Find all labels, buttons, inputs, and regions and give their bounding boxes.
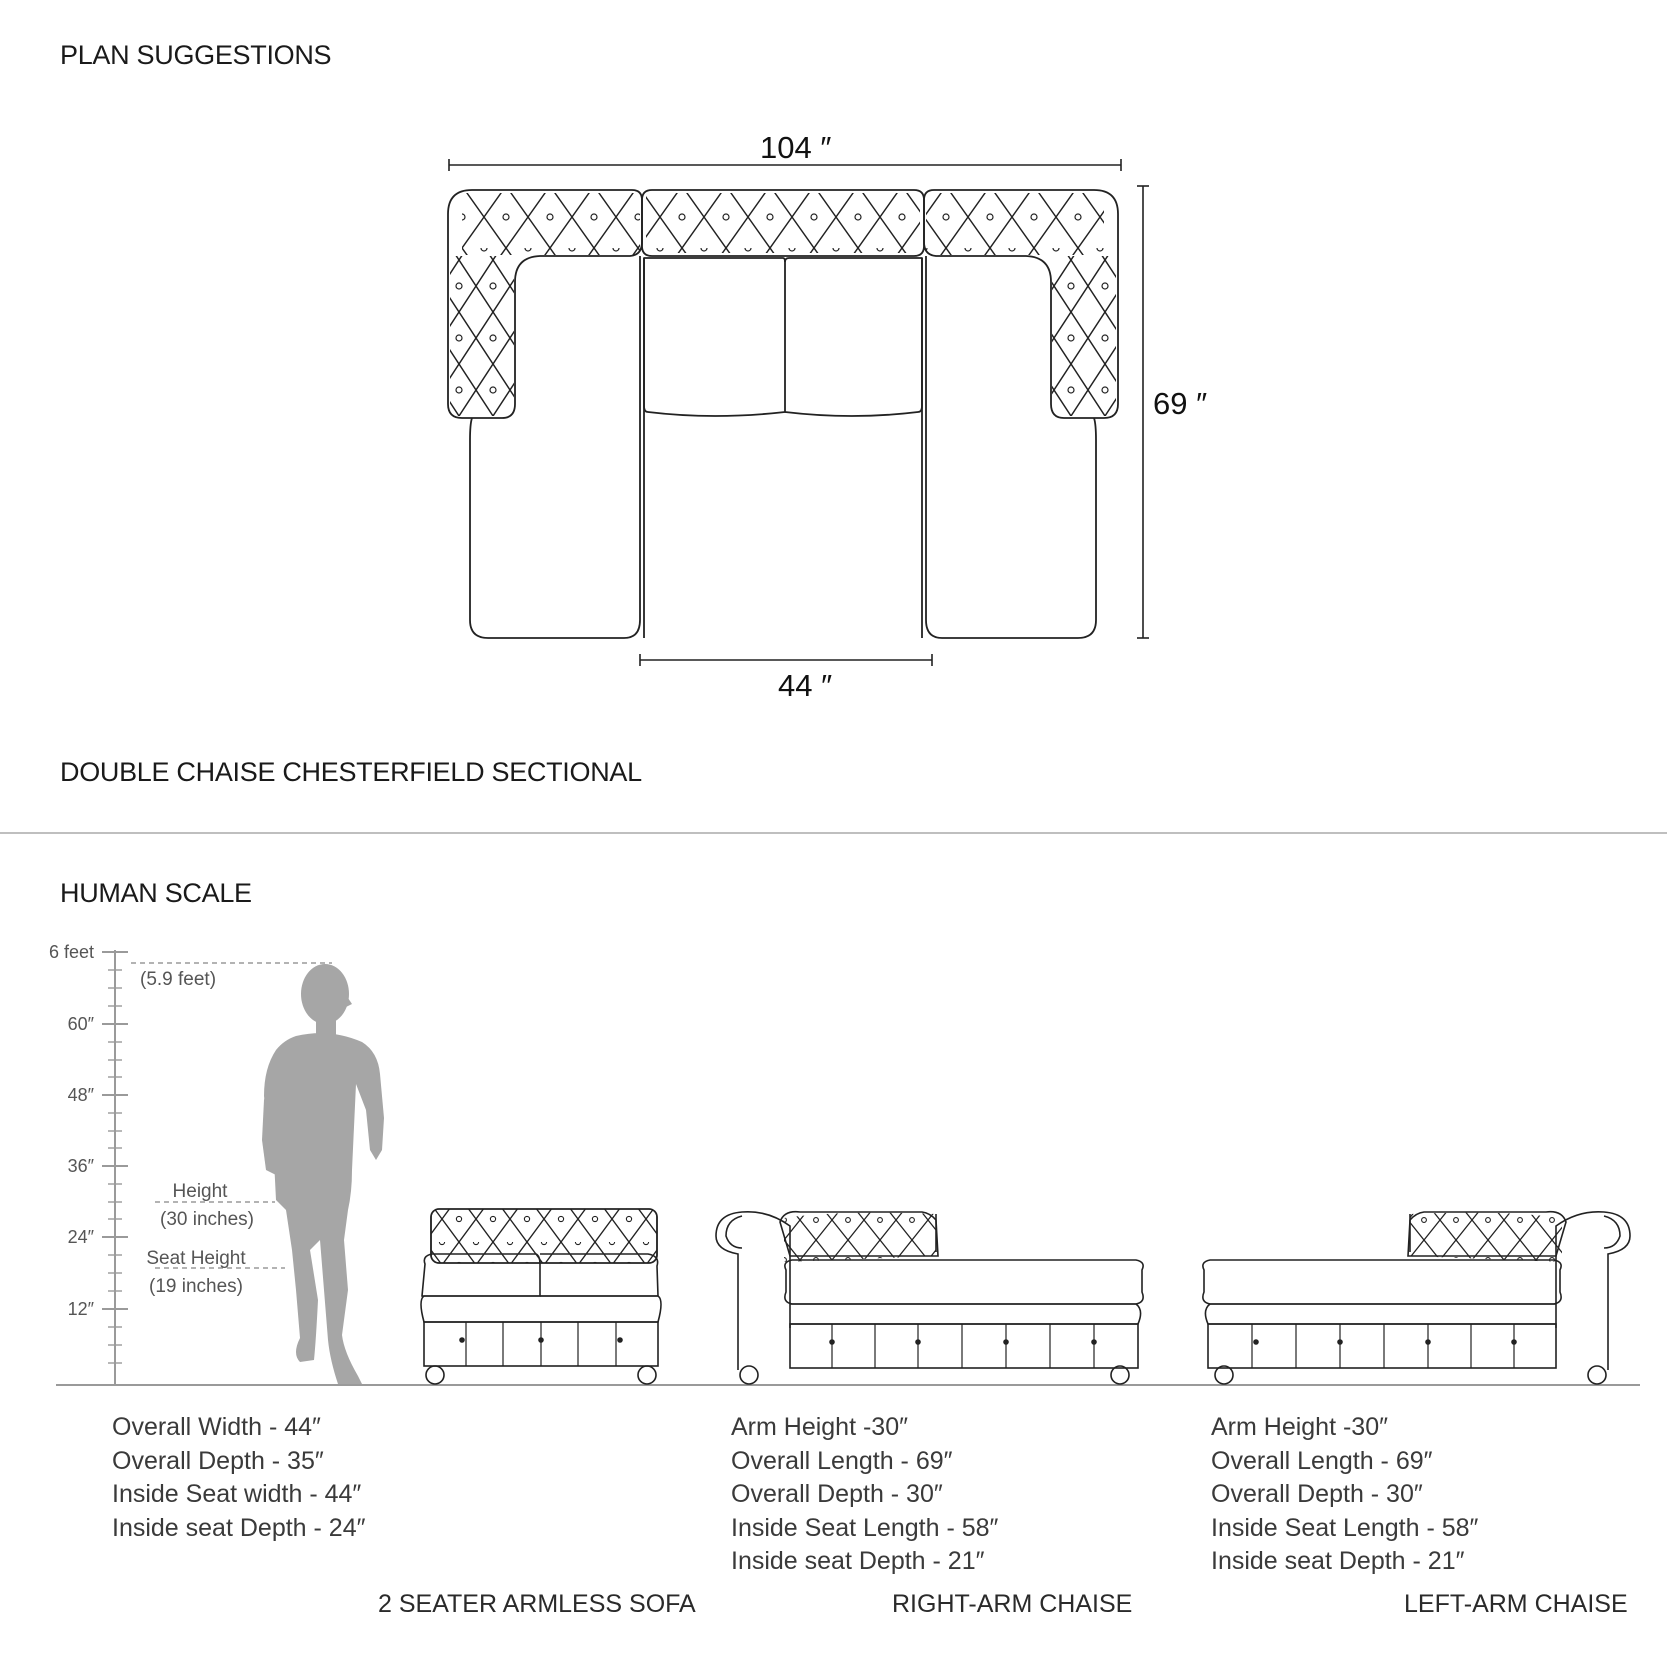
armless-sofa-elevation: [421, 1209, 661, 1384]
seat-height-label: Seat Height: [146, 1248, 246, 1269]
seat-height-value: (19 inches): [149, 1276, 243, 1297]
spec-line: Overall Length - 69″: [731, 1446, 953, 1475]
height-value: (30 inches): [160, 1209, 254, 1230]
spec-line: Overall Depth - 30″: [731, 1480, 943, 1508]
left-arm-chaise-elevation: [1203, 1212, 1630, 1384]
spec-line: Inside seat Depth - 24″: [112, 1513, 366, 1542]
ruler-label-60: 60″: [67, 1014, 94, 1034]
armless-sofa-caption: 2 SEATER ARMLESS SOFA: [378, 1590, 696, 1618]
person-silhouette: [262, 964, 384, 1384]
product-title: DOUBLE CHAISE CHESTERFIELD SECTIONAL: [60, 757, 642, 787]
spec-line: Inside Seat width - 44″: [112, 1480, 362, 1508]
spec-line: Overall Length - 69″: [1211, 1446, 1433, 1475]
human-scale-heading: HUMAN SCALE: [60, 878, 252, 908]
ruler-label-12: 12″: [67, 1299, 94, 1319]
spec-line: Inside Seat Length - 58″: [1211, 1513, 1479, 1542]
plan-inner-width-label: 44 ″: [778, 668, 833, 703]
left-arm-chaise-specs: [1211, 1411, 1478, 1579]
left-arm-chaise-caption: LEFT-ARM CHAISE: [1404, 1590, 1628, 1618]
right-arm-chaise-caption: RIGHT-ARM CHAISE: [892, 1590, 1133, 1618]
armless-sofa-specs: [112, 1411, 365, 1545]
spec-line: Inside seat Depth - 21″: [1211, 1547, 1465, 1575]
spec-line: Overall Width - 44″: [112, 1413, 321, 1441]
section-divider: [0, 832, 1667, 834]
plan-width-label: 104 ″: [760, 130, 832, 165]
right-arm-chaise-elevation: [716, 1212, 1143, 1384]
ruler-label-36: 36″: [67, 1156, 94, 1176]
height-label: Height: [172, 1181, 228, 1202]
spec-line: Arm Height -30″: [731, 1413, 908, 1441]
spec-line: Overall Depth - 35″: [112, 1446, 324, 1475]
ruler-label-6ft: 6 feet: [48, 942, 94, 962]
spec-line: Inside Seat Length - 58″: [731, 1513, 999, 1542]
right-arm-chaise-specs: [731, 1411, 998, 1579]
ruler-label-24: 24″: [67, 1227, 94, 1247]
spec-line: Overall Depth - 30″: [1211, 1480, 1423, 1508]
spec-line: Inside seat Depth - 21″: [731, 1547, 985, 1575]
person-height-label: (5.9 feet): [140, 969, 217, 990]
plan-depth-label: 69 ″: [1153, 386, 1208, 421]
plan-suggestions-heading: PLAN SUGGESTIONS: [60, 40, 332, 70]
sectional-plan: [448, 190, 1118, 638]
ruler-label-48: 48″: [67, 1085, 94, 1105]
spec-line: Arm Height -30″: [1211, 1413, 1388, 1441]
